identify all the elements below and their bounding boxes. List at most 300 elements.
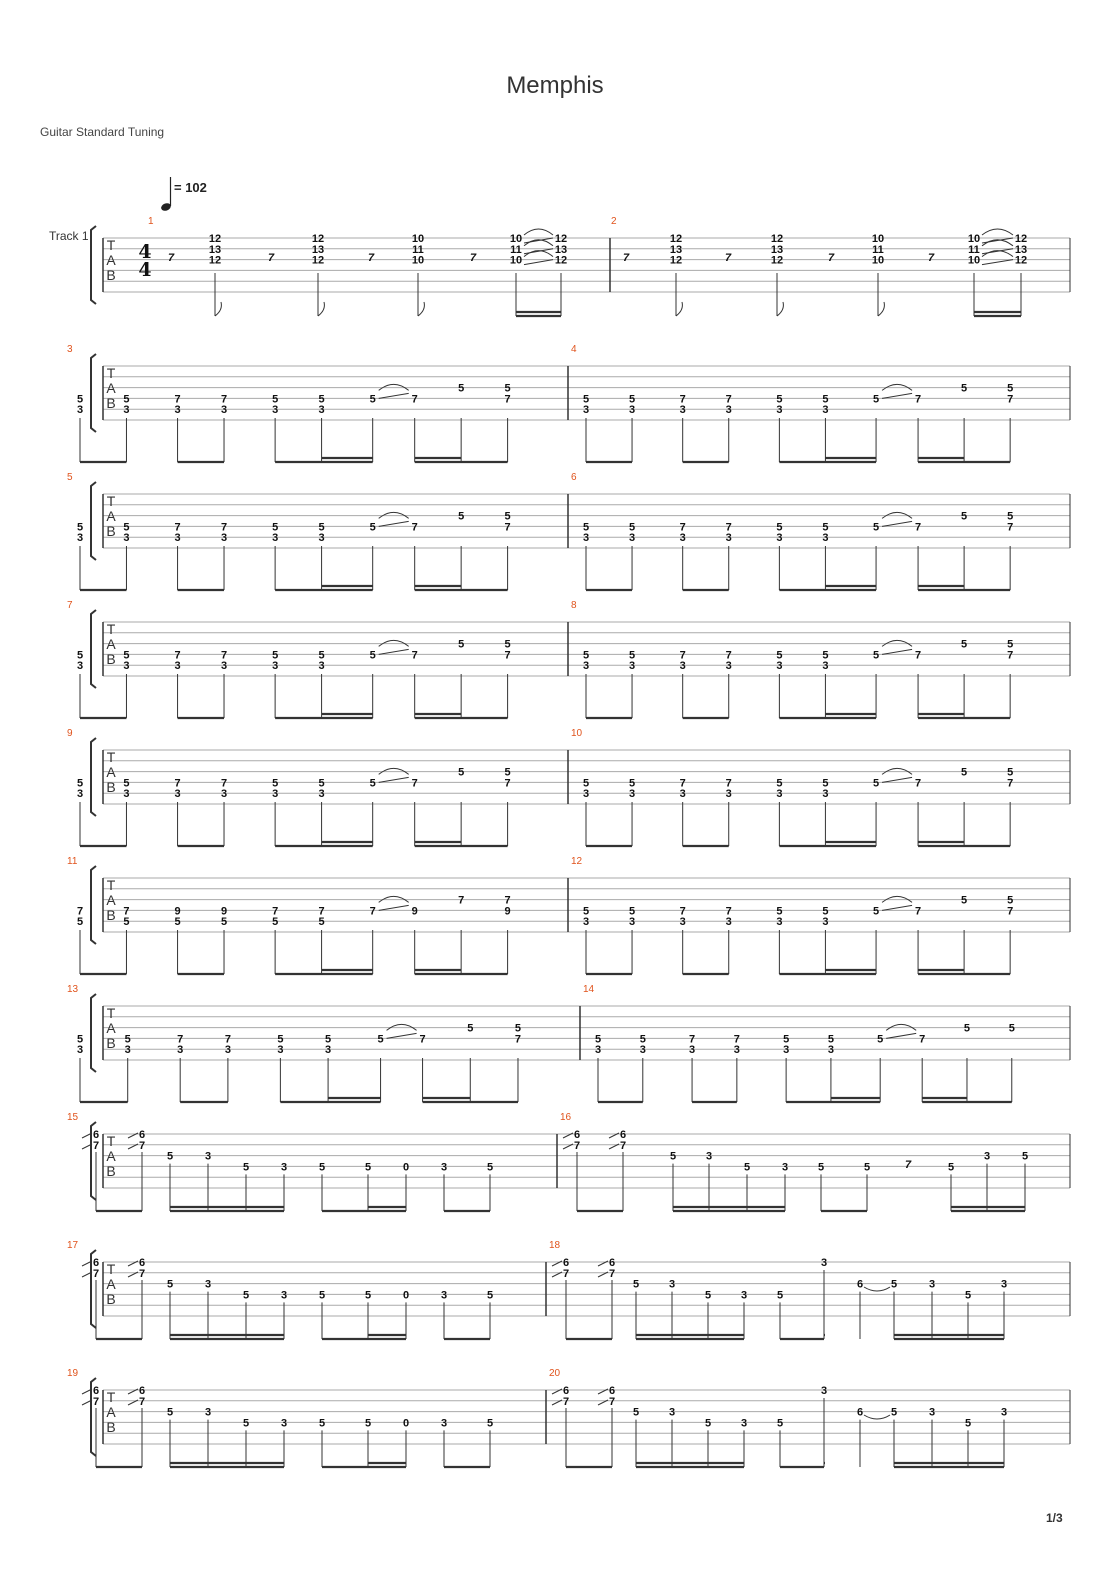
fret-number: 7 xyxy=(220,649,228,662)
fret-number: 10 xyxy=(411,233,425,245)
fret-number: 7 xyxy=(1007,649,1014,662)
tab-clef-letter: A xyxy=(106,508,116,524)
fret-number: 5 xyxy=(504,766,511,779)
fret-number: 3 xyxy=(628,788,636,801)
fret-number: 5 xyxy=(776,393,783,406)
fret-number: 5 xyxy=(827,1033,834,1046)
fret-number: 3 xyxy=(822,660,829,673)
fret-number: 5 xyxy=(776,777,783,790)
fret-number: 7 xyxy=(411,521,418,534)
fret-number: 3 xyxy=(628,404,636,417)
slide-line xyxy=(882,777,912,782)
fret-number: 5 xyxy=(369,649,376,662)
tie-arc xyxy=(864,1415,890,1419)
fret-number: 5 xyxy=(776,1289,784,1302)
fret-number: 7 xyxy=(1007,905,1014,918)
bar-number: 17 xyxy=(67,1240,79,1251)
fret-number: 7 xyxy=(725,649,732,662)
fret-number: 3 xyxy=(318,788,325,801)
fret-number: 3 xyxy=(76,660,84,673)
fret-number: 12 xyxy=(208,254,222,267)
fret-number: 5 xyxy=(877,1033,884,1046)
fret-number: 10 xyxy=(967,254,981,267)
fret-number: 9 xyxy=(174,905,181,918)
fret-number: 3 xyxy=(705,1150,713,1163)
fret-number: 5 xyxy=(783,1033,790,1046)
fret-number: 5 xyxy=(318,777,325,790)
tab-clef-letter: A xyxy=(106,1020,116,1036)
fret-number: 3 xyxy=(174,404,181,417)
fret-number: 5 xyxy=(318,649,325,662)
fret-number: 5 xyxy=(364,1417,372,1430)
tab-clef-letter: A xyxy=(106,252,116,268)
fret-number: 7 xyxy=(318,905,325,918)
fret-number: 3 xyxy=(689,1044,696,1057)
fret-number: 6 xyxy=(92,1257,100,1269)
fret-number: 6 xyxy=(856,1406,864,1419)
fret-number: 7 xyxy=(679,649,686,662)
fret-number: 5 xyxy=(863,1161,871,1174)
fret-number: 5 xyxy=(964,1289,972,1302)
fret-number: 5 xyxy=(364,1161,372,1174)
fret-number: 3 xyxy=(224,1044,231,1057)
fret-number: 12 xyxy=(1014,254,1028,267)
fret-number: 3 xyxy=(639,1044,646,1057)
fret-number: 11 xyxy=(872,243,884,256)
fret-number: 5 xyxy=(776,649,783,662)
fret-number: 10 xyxy=(509,233,523,245)
tab-clef-letter: T xyxy=(106,493,116,509)
fret-number: 7 xyxy=(224,1033,231,1046)
fret-number: 3 xyxy=(76,532,84,545)
fret-number: 7 xyxy=(369,905,376,918)
fret-number: 6 xyxy=(138,1129,146,1141)
fret-number: 5 xyxy=(166,1278,174,1291)
sixteenth-rest: 7 xyxy=(905,1159,912,1171)
fret-number: 7 xyxy=(689,1033,696,1046)
fret-number: 3 xyxy=(272,788,279,801)
fret-number: 3 xyxy=(628,660,636,673)
fret-number: 5 xyxy=(822,521,829,534)
fret-number: 3 xyxy=(204,1150,212,1163)
fret-number: 3 xyxy=(594,1044,602,1057)
fret-number: 13 xyxy=(311,243,325,256)
fret-number: 5 xyxy=(318,916,325,929)
fret-number: 5 xyxy=(458,638,465,651)
fret-number: 7 xyxy=(177,1033,184,1046)
fret-number: 3 xyxy=(628,916,636,929)
fret-number: 5 xyxy=(890,1406,898,1419)
fret-number: 5 xyxy=(220,916,228,929)
fret-number: 3 xyxy=(440,1161,448,1174)
fret-number: 5 xyxy=(961,510,968,523)
bar-number: 11 xyxy=(67,856,78,867)
fret-number: 3 xyxy=(1000,1278,1008,1291)
tab-clef-letter: T xyxy=(106,365,116,381)
fret-number: 3 xyxy=(740,1417,748,1430)
fret-number: 3 xyxy=(582,660,590,673)
fret-number: 12 xyxy=(669,254,683,267)
fret-number: 5 xyxy=(964,1417,972,1430)
fret-number: 7 xyxy=(504,393,511,406)
fret-number: 3 xyxy=(318,532,325,545)
tab-clef-letter: B xyxy=(106,523,116,539)
fret-number: 13 xyxy=(770,243,784,256)
fret-number: 10 xyxy=(967,233,981,245)
fret-number: 3 xyxy=(76,1044,84,1057)
note-flag xyxy=(215,302,221,316)
eighth-rest: 7 xyxy=(168,252,175,264)
fret-number: 7 xyxy=(220,777,228,790)
fret-number: 7 xyxy=(919,1033,926,1046)
fret-number: 5 xyxy=(504,638,511,651)
fret-number: 5 xyxy=(632,1406,640,1419)
fret-number: 3 xyxy=(668,1278,676,1291)
fret-number: 5 xyxy=(1007,894,1014,907)
fret-number: 3 xyxy=(582,788,590,801)
fret-number: 5 xyxy=(486,1417,494,1430)
fret-number: 5 xyxy=(822,777,829,790)
fret-number: 3 xyxy=(776,404,783,417)
fret-number: 7 xyxy=(411,649,418,662)
fret-number: 3 xyxy=(76,788,84,801)
tuning-label: Guitar Standard Tuning xyxy=(40,125,165,139)
bar-number: 15 xyxy=(67,1112,79,1123)
fret-number: 5 xyxy=(369,521,376,534)
fret-number: 3 xyxy=(318,404,325,417)
bar-number: 20 xyxy=(549,1368,561,1379)
fret-number: 9 xyxy=(504,905,511,918)
fret-number: 12 xyxy=(554,233,568,245)
fret-number: 5 xyxy=(873,649,880,662)
slide-line xyxy=(379,649,409,654)
tab-clef-letter: T xyxy=(106,749,116,765)
fret-number: 7 xyxy=(92,1267,100,1280)
fret-number: 7 xyxy=(1007,521,1014,534)
fret-number: 5 xyxy=(458,510,465,523)
fret-number: 13 xyxy=(1014,243,1028,256)
fret-number: 5 xyxy=(318,1161,326,1174)
bar-number: 6 xyxy=(571,472,577,483)
slide-line xyxy=(387,1033,417,1038)
fret-number: 12 xyxy=(770,254,784,267)
fret-number: 5 xyxy=(1007,638,1014,651)
fret-number: 6 xyxy=(92,1129,100,1141)
eighth-rest: 7 xyxy=(268,252,275,264)
tab-clef-letter: T xyxy=(106,1133,116,1149)
fret-number: 3 xyxy=(318,660,325,673)
fret-number: 7 xyxy=(272,905,279,918)
tab-clef-letter: B xyxy=(106,1163,116,1179)
fret-number: 7 xyxy=(679,777,686,790)
fret-number: 5 xyxy=(123,777,130,790)
fret-number: 5 xyxy=(582,649,590,662)
bar-number: 7 xyxy=(67,600,73,611)
fret-number: 7 xyxy=(92,1395,100,1408)
fret-number: 7 xyxy=(725,393,732,406)
fret-number: 10 xyxy=(509,254,523,267)
tab-clef-letter: A xyxy=(106,380,116,396)
tab-clef-letter: B xyxy=(106,267,116,283)
fret-number: 7 xyxy=(174,393,181,406)
fret-number: 5 xyxy=(514,1022,522,1035)
bar-number: 8 xyxy=(571,600,577,611)
fret-number: 3 xyxy=(822,404,829,417)
fret-number: 3 xyxy=(220,404,228,417)
fret-number: 3 xyxy=(740,1289,748,1302)
fret-number: 10 xyxy=(411,254,425,267)
fret-number: 12 xyxy=(669,233,683,245)
bar-number: 4 xyxy=(571,344,577,355)
fret-number: 7 xyxy=(1007,777,1014,790)
fret-number: 13 xyxy=(669,243,683,256)
fret-number: 7 xyxy=(608,1395,616,1408)
fret-number: 5 xyxy=(318,521,325,534)
fret-number: 3 xyxy=(123,788,130,801)
fret-number: 6 xyxy=(138,1385,146,1397)
slide-line xyxy=(379,777,409,782)
fret-number: 5 xyxy=(123,393,130,406)
fret-number: 5 xyxy=(1007,510,1014,523)
fret-number: 3 xyxy=(776,660,783,673)
fret-number: 10 xyxy=(871,233,885,245)
fret-number: 7 xyxy=(76,905,84,918)
fret-number: 3 xyxy=(280,1289,288,1302)
tie-arc xyxy=(982,229,1013,235)
fret-number: 5 xyxy=(486,1289,494,1302)
fret-number: 3 xyxy=(983,1150,991,1163)
fret-number: 5 xyxy=(873,393,880,406)
fret-number: 7 xyxy=(220,393,228,406)
system-bracket xyxy=(91,994,96,1072)
fret-number: 7 xyxy=(411,777,418,790)
fret-number: 7 xyxy=(573,1139,581,1152)
fret-number: 9 xyxy=(220,905,228,918)
fret-number: 9 xyxy=(411,905,418,918)
fret-number: 12 xyxy=(1014,233,1028,245)
fret-number: 5 xyxy=(272,393,279,406)
fret-number: 5 xyxy=(961,766,968,779)
fret-number: 5 xyxy=(628,777,636,790)
fret-number: 3 xyxy=(928,1406,936,1419)
fret-number: 5 xyxy=(76,521,84,534)
system-bracket xyxy=(91,226,96,304)
fret-number: 7 xyxy=(915,393,922,406)
bar-number: 13 xyxy=(67,984,79,995)
fret-number: 3 xyxy=(76,404,84,417)
fret-number: 3 xyxy=(820,1385,828,1397)
track-label: Track 1 xyxy=(49,229,89,243)
slide-line xyxy=(982,260,1013,265)
fret-number: 5 xyxy=(582,393,590,406)
fret-number: 5 xyxy=(594,1033,602,1046)
fret-number: 5 xyxy=(123,649,130,662)
slide-line xyxy=(882,521,912,526)
fret-number: 5 xyxy=(817,1161,825,1174)
fret-number: 5 xyxy=(272,916,279,929)
system-bracket xyxy=(91,482,96,560)
fret-number: 7 xyxy=(679,393,686,406)
tab-clef-letter: A xyxy=(106,764,116,780)
fret-number: 5 xyxy=(486,1161,494,1174)
fret-number: 3 xyxy=(822,788,829,801)
fret-number: 7 xyxy=(174,521,181,534)
fret-number: 3 xyxy=(928,1278,936,1291)
tab-clef-letter: B xyxy=(106,1035,116,1051)
fret-number: 3 xyxy=(272,404,279,417)
bar-number: 16 xyxy=(560,1112,572,1123)
fret-number: 5 xyxy=(776,905,783,918)
fret-number: 5 xyxy=(628,393,636,406)
fret-number: 3 xyxy=(174,532,181,545)
fret-number: 3 xyxy=(725,788,732,801)
fret-number: 7 xyxy=(504,649,511,662)
fret-number: 5 xyxy=(272,777,279,790)
fret-number: 5 xyxy=(467,1022,474,1035)
bar-number: 3 xyxy=(67,344,73,355)
fret-number: 3 xyxy=(123,404,130,417)
bar-number: 2 xyxy=(611,216,617,227)
fret-number: 5 xyxy=(776,521,783,534)
fret-number: 3 xyxy=(679,916,686,929)
fret-number: 7 xyxy=(138,1139,146,1152)
fret-number: 3 xyxy=(204,1278,212,1291)
fret-number: 5 xyxy=(325,1033,332,1046)
fret-number: 6 xyxy=(138,1257,146,1269)
fret-number: 3 xyxy=(177,1044,184,1057)
tab-clef-letter: A xyxy=(106,1276,116,1292)
fret-number: 6 xyxy=(608,1257,616,1269)
tie-arc xyxy=(524,229,553,235)
fret-number: 5 xyxy=(1008,1022,1015,1035)
fret-number: 3 xyxy=(582,404,590,417)
fret-number: 3 xyxy=(220,532,228,545)
fret-number: 0 xyxy=(402,1417,410,1430)
fret-number: 7 xyxy=(679,521,686,534)
fret-number: 11 xyxy=(412,243,424,256)
fret-number: 3 xyxy=(776,532,783,545)
fret-number: 3 xyxy=(440,1289,448,1302)
fret-number: 6 xyxy=(92,1385,100,1397)
fret-number: 7 xyxy=(915,649,922,662)
fret-number: 5 xyxy=(822,393,829,406)
tie-arc xyxy=(864,1287,890,1291)
bar-number: 18 xyxy=(549,1240,561,1251)
slide-line xyxy=(379,905,409,910)
fret-number: 5 xyxy=(318,393,325,406)
fret-number: 0 xyxy=(402,1161,410,1174)
fret-number: 3 xyxy=(820,1257,828,1269)
tab-clef-letter: T xyxy=(106,1389,116,1405)
fret-number: 5 xyxy=(166,1150,174,1163)
fret-number: 5 xyxy=(776,1417,784,1430)
fret-number: 3 xyxy=(725,916,732,929)
fret-number: 3 xyxy=(325,1044,332,1057)
fret-number: 3 xyxy=(220,788,228,801)
fret-number: 5 xyxy=(639,1033,646,1046)
fret-number: 7 xyxy=(608,1267,616,1280)
fret-number: 5 xyxy=(76,777,84,790)
fret-number: 7 xyxy=(514,1033,522,1046)
fret-number: 7 xyxy=(504,894,511,907)
fret-number: 5 xyxy=(961,382,968,395)
fret-number: 3 xyxy=(204,1406,212,1419)
fret-number: 7 xyxy=(174,649,181,662)
tab-clef-letter: A xyxy=(106,1404,116,1420)
fret-number: 13 xyxy=(554,243,568,256)
time-signature: 4 xyxy=(138,259,152,281)
fret-number: 5 xyxy=(947,1161,955,1174)
fret-number: 5 xyxy=(704,1289,712,1302)
fret-number: 3 xyxy=(827,1044,834,1057)
fret-number: 5 xyxy=(124,1033,131,1046)
tab-clef-letter: B xyxy=(106,395,116,411)
fret-number: 7 xyxy=(725,777,732,790)
fret-number: 7 xyxy=(138,1267,146,1280)
fret-number: 7 xyxy=(92,1139,100,1152)
fret-number: 5 xyxy=(873,521,880,534)
fret-number: 3 xyxy=(174,788,181,801)
fret-number: 5 xyxy=(458,382,465,395)
note-flag xyxy=(676,302,682,316)
note-flag xyxy=(418,302,424,316)
fret-number: 7 xyxy=(915,777,922,790)
fret-number: 5 xyxy=(242,1417,250,1430)
fret-number: 3 xyxy=(822,916,829,929)
fret-number: 7 xyxy=(458,894,465,907)
fret-number: 12 xyxy=(311,254,325,267)
fret-number: 5 xyxy=(822,649,829,662)
fret-number: 5 xyxy=(873,777,880,790)
fret-number: 5 xyxy=(76,1033,84,1046)
fret-number: 3 xyxy=(725,660,732,673)
fret-number: 7 xyxy=(562,1267,570,1280)
tab-clef-letter: T xyxy=(106,877,116,893)
fret-number: 5 xyxy=(890,1278,898,1291)
fret-number: 3 xyxy=(123,660,130,673)
fret-number: 5 xyxy=(582,521,590,534)
fret-number: 7 xyxy=(123,905,130,918)
fret-number: 5 xyxy=(277,1033,284,1046)
fret-number: 3 xyxy=(123,532,130,545)
fret-number: 7 xyxy=(1007,393,1014,406)
fret-number: 5 xyxy=(628,905,636,918)
fret-number: 5 xyxy=(1021,1150,1029,1163)
slide-line xyxy=(886,1033,916,1038)
fret-number: 12 xyxy=(770,233,784,245)
tab-clef-letter: A xyxy=(106,892,116,908)
tab-clef-letter: B xyxy=(106,1291,116,1307)
fret-number: 6 xyxy=(562,1385,570,1397)
fret-number: 5 xyxy=(961,638,968,651)
eighth-rest: 7 xyxy=(623,252,630,264)
fret-number: 7 xyxy=(138,1395,146,1408)
tempo-marking: = 102 xyxy=(174,180,207,195)
fret-number: 6 xyxy=(573,1129,581,1141)
fret-number: 3 xyxy=(822,532,829,545)
fret-number: 3 xyxy=(280,1417,288,1430)
eighth-rest: 7 xyxy=(368,252,375,264)
fret-number: 12 xyxy=(208,233,222,245)
fret-number: 7 xyxy=(174,777,181,790)
tab-clef-letter: T xyxy=(106,1005,116,1021)
tab-clef-letter: B xyxy=(106,907,116,923)
fret-number: 5 xyxy=(166,1406,174,1419)
fret-number: 5 xyxy=(174,916,181,929)
bar-number: 10 xyxy=(571,728,583,739)
fret-number: 3 xyxy=(272,660,279,673)
fret-number: 3 xyxy=(725,404,732,417)
